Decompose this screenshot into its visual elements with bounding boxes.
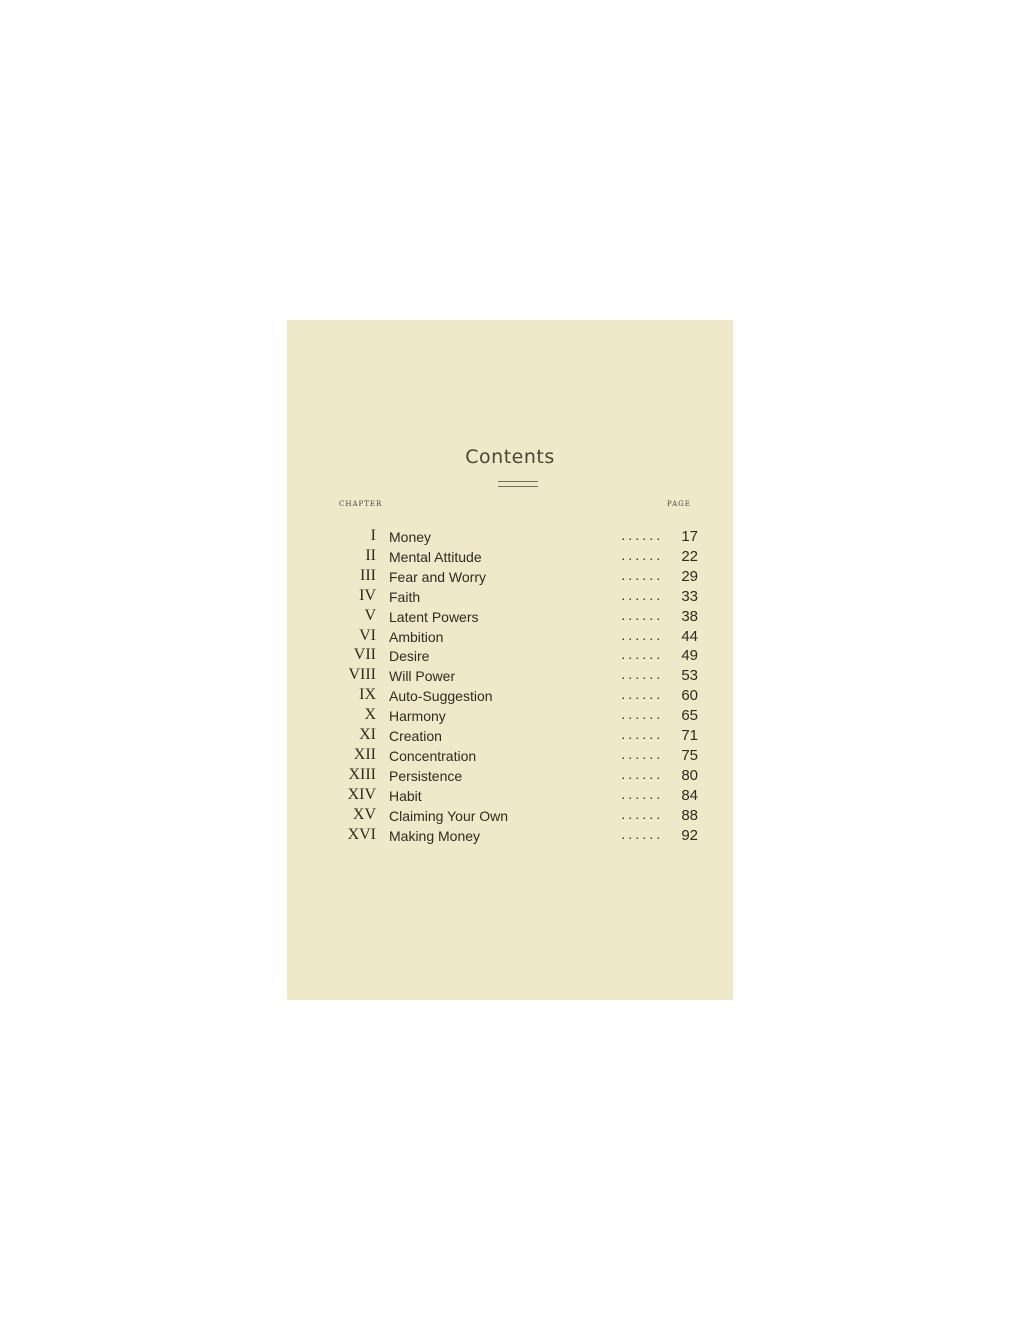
contents-entry xyxy=(0,547,1020,567)
dot-leader: . . . . . . xyxy=(621,648,660,664)
dot-leader: . . . . . . xyxy=(621,529,660,544)
contents-entry xyxy=(0,527,1020,547)
page-number: 53 xyxy=(681,667,698,685)
dot-leader: . . . . . . xyxy=(621,548,660,564)
contents-entry xyxy=(0,766,1020,786)
dot-leader: . . . . . . xyxy=(621,747,660,763)
dot-leader: . . . . . . xyxy=(621,708,660,724)
page-number: 75 xyxy=(681,746,698,764)
dot-leader: . . . . . . xyxy=(621,668,660,684)
title-rule-bottom xyxy=(498,486,538,487)
page-number: 92 xyxy=(681,826,698,844)
page-number: 29 xyxy=(681,567,698,585)
contents-list xyxy=(0,527,1020,857)
title-rule-top xyxy=(498,481,538,482)
chapter-title: Faith xyxy=(389,588,421,605)
chapter-title: Will Power xyxy=(389,668,456,685)
contents-entry xyxy=(0,567,1020,587)
contents-entry xyxy=(0,666,1020,686)
chapter-numeral: XIII xyxy=(348,765,376,783)
chapter-numeral: XIV xyxy=(347,785,376,803)
chapter-title: Latent Powers xyxy=(389,608,479,625)
dot-leader: . . . . . . xyxy=(621,807,660,823)
chapter-numeral: VII xyxy=(353,646,376,664)
chapter-numeral: VIII xyxy=(348,666,376,684)
chapter-numeral: X xyxy=(364,706,376,724)
chapter-title: Habit xyxy=(389,787,422,804)
dot-leader: . . . . . . xyxy=(621,568,660,584)
chapter-title: Persistence xyxy=(389,767,463,784)
chapter-numeral: IX xyxy=(359,686,376,704)
chapter-title: Auto-Suggestion xyxy=(389,688,493,705)
contents-entry xyxy=(0,726,1020,746)
chapter-numeral: II xyxy=(365,546,376,564)
page-number: 49 xyxy=(681,647,698,665)
page-number: 84 xyxy=(681,786,698,804)
page-column-label: PAGE xyxy=(667,500,691,508)
page-number: 88 xyxy=(681,806,698,824)
chapter-title: Harmony xyxy=(389,708,446,725)
chapter-numeral: I xyxy=(370,527,376,544)
dot-leader: . . . . . . xyxy=(621,588,660,604)
page-number: 44 xyxy=(681,627,698,645)
page-number: 38 xyxy=(681,607,698,625)
contents-entry xyxy=(0,646,1020,666)
chapter-numeral: XII xyxy=(353,745,376,763)
page-number: 33 xyxy=(681,587,698,605)
contents-entry xyxy=(0,746,1020,766)
page-number: 22 xyxy=(681,547,698,565)
dot-leader: . . . . . . xyxy=(621,827,660,843)
chapter-numeral: XV xyxy=(352,805,376,823)
chapter-title: Claiming Your Own xyxy=(389,807,509,824)
chapter-numeral: XI xyxy=(359,726,376,743)
dot-leader: . . . . . . xyxy=(621,608,660,624)
dot-leader: . . . . . . xyxy=(621,787,660,803)
contents-entry xyxy=(0,806,1020,826)
contents-entry xyxy=(0,607,1020,627)
chapter-column-label: CHAPTER xyxy=(339,500,383,508)
contents-entry xyxy=(0,686,1020,706)
chapter-title: Creation xyxy=(389,728,442,744)
chapter-title: Money xyxy=(389,529,432,545)
chapter-numeral: V xyxy=(364,606,376,624)
chapter-numeral: VI xyxy=(359,626,376,644)
page-number: 71 xyxy=(681,727,698,744)
chapter-title: Ambition xyxy=(389,628,444,645)
dot-leader: . . . . . . xyxy=(621,628,660,644)
chapter-title: Fear and Worry xyxy=(389,568,486,585)
page-number: 17 xyxy=(681,528,698,545)
chapter-title: Concentration xyxy=(389,747,477,764)
dot-leader: . . . . . . xyxy=(621,728,660,743)
contents-title: Contents xyxy=(465,446,555,468)
chapter-numeral: IV xyxy=(359,586,376,604)
page-number: 60 xyxy=(681,687,698,705)
chapter-numeral: XVI xyxy=(347,825,376,843)
chapter-title: Mental Attitude xyxy=(389,548,482,565)
chapter-title: Making Money xyxy=(389,827,481,844)
chapter-numeral: III xyxy=(360,566,376,584)
contents-entry xyxy=(0,706,1020,726)
contents-entry xyxy=(0,826,1020,846)
dot-leader: . . . . . . xyxy=(621,767,660,783)
contents-entry xyxy=(0,627,1020,647)
page-number: 80 xyxy=(681,766,698,784)
chapter-title: Desire xyxy=(389,648,430,665)
dot-leader: . . . . . . xyxy=(621,688,660,704)
page-number: 65 xyxy=(681,707,698,725)
contents-entry xyxy=(0,786,1020,806)
contents-entry xyxy=(0,587,1020,607)
